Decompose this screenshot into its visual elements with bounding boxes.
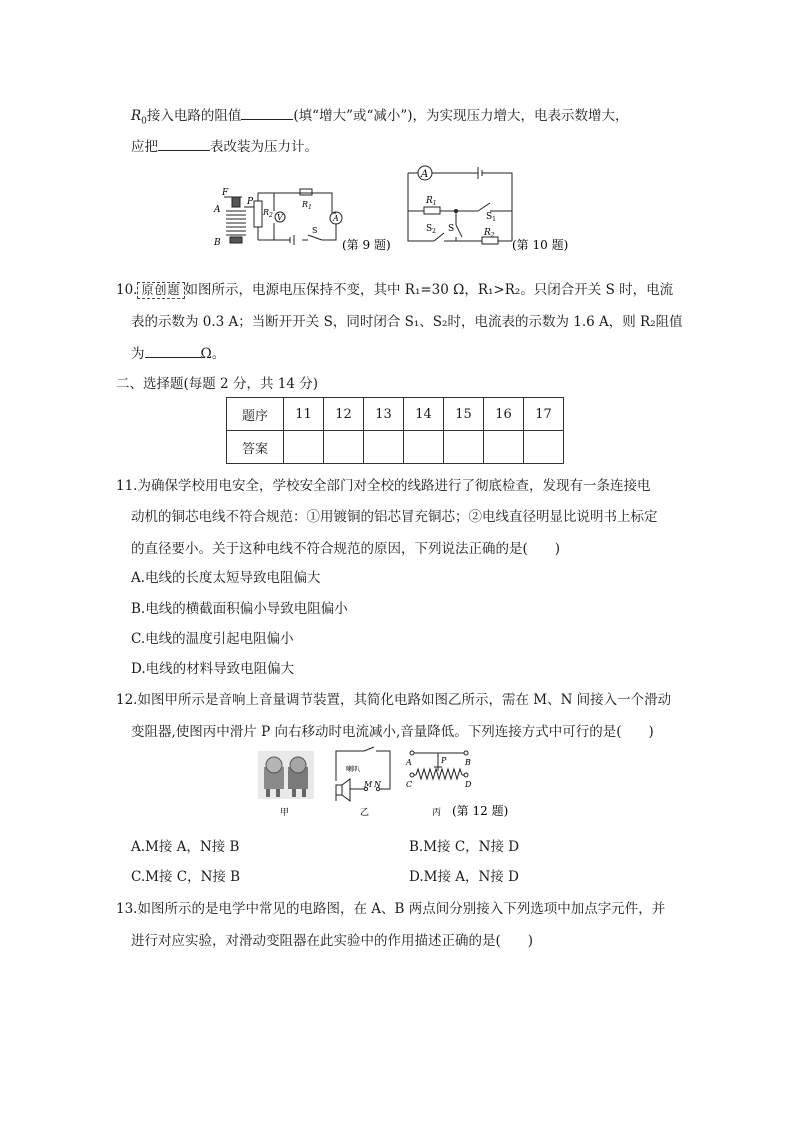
fig12-label-yi: 乙 [360, 808, 370, 818]
q9-answer-blank-1[interactable] [241, 105, 293, 120]
fig12-label-C: C [406, 780, 413, 789]
fig12-label-bing: 丙 [432, 808, 442, 818]
fig12-label-A: A [406, 758, 412, 767]
fig12-label-speaker: 喇叭 [346, 765, 360, 773]
answer-table-col-13: 13 [364, 398, 404, 431]
fig10-label-S: S [448, 224, 455, 234]
q10-line-2: 表的示数为 0.3 A；当断开开关 S，同时闭合 S₁、S₂时，电流表的示数为 1.6 A，则 R₂阻值 [131, 314, 683, 330]
fig9-label-ammeter: A [333, 214, 339, 223]
answer-cell-12[interactable] [324, 431, 364, 464]
volume-knob-photo [258, 751, 314, 799]
answer-table-col-17: 17 [524, 398, 564, 431]
q10-line-3: 为 Ω。 [131, 342, 225, 362]
figure-9-circuit [212, 185, 402, 255]
fig9-label-F: F [222, 188, 229, 198]
fig12-label-D: D [465, 780, 472, 789]
fig9-label-R2: $R_2$ [263, 208, 273, 219]
fig12-label-N: N [374, 780, 381, 789]
answer-table-header-label: 题序 [227, 398, 284, 431]
answer-table-header-row [227, 398, 564, 431]
answer-table-col-15: 15 [444, 398, 484, 431]
q11-option-a[interactable]: A.电线的长度太短导致电阻偏大 [131, 570, 321, 586]
fig12-caption: (第 12 题) [452, 804, 509, 818]
answer-table-col-11: 11 [284, 398, 324, 431]
figure-12 [256, 745, 546, 821]
q11-line-2: 动机的铜芯电线不符合规范：①用镀铜的铝芯冒充铜芯；②电线直径明显比说明书上标定 [131, 509, 658, 525]
fig9-label-A: A [214, 205, 221, 215]
fig12-label-jia: 甲 [280, 808, 290, 818]
fig12-label-P: P [441, 756, 447, 765]
q11-option-d[interactable]: D.电线的材料导致电阻偏大 [131, 661, 295, 677]
fig12-label-B: B [465, 758, 471, 767]
answer-table-col-14: 14 [404, 398, 444, 431]
answer-cell-13[interactable] [364, 431, 404, 464]
answer-cell-16[interactable] [484, 431, 524, 464]
section-2-title: 二、选择题(每题 2 分，共 14 分) [116, 376, 318, 392]
q13-line-1: 13.如图所示的是电学中常见的电路图，在 A、B 两点间分别接入下列选项中加点字元件，并 [116, 901, 666, 917]
q13-line-2: 进行对应实验，对滑动变阻器在此实验中的作用描述正确的是( ) [131, 933, 534, 949]
q12-option-d[interactable]: D.M接 A，N接 D [409, 869, 519, 885]
q11-option-c[interactable]: C.电线的温度引起电阻偏小 [131, 631, 294, 647]
q12-option-c[interactable]: C.M接 C，N接 B [131, 869, 241, 885]
fig10-label-S2: $S_2$ [426, 224, 436, 235]
answer-table-col-12: 12 [324, 398, 364, 431]
fig9-label-R1: $R_1$ [302, 200, 312, 211]
q11-option-b[interactable]: B.电线的横截面积偏小导致电阻偏小 [131, 601, 348, 617]
fig10-label-R2: $R_2$ [484, 228, 495, 239]
fig10-label-S1: $S_1$ [486, 212, 496, 223]
answer-table-col-16: 16 [484, 398, 524, 431]
fig9-label-P: P [247, 197, 254, 207]
answer-cell-15[interactable] [444, 431, 484, 464]
q9-line-2: 应把 表改装为压力计。 [131, 135, 318, 155]
q12-option-b[interactable]: B.M接 C，N接 D [409, 839, 520, 855]
q12-option-a[interactable]: A.M接 A，N接 B [131, 839, 240, 855]
q10-line-1: 10. 原创题 如图所示，电源电压保持不变，其中 R₁=30 Ω，R₁>R₂。只闭合开关 S 时，电流 [116, 282, 674, 298]
q11-line-3: 的直径要小。关于这种电线不符合规范的原因，下列说法正确的是( ) [131, 541, 561, 557]
fig10-label-ammeter: A [421, 169, 429, 180]
q12-line-2: 变阻器,使图丙中滑片 P 向右移动时电流减小,音量降低。下列连接方式中可行的是( ) [131, 724, 654, 740]
figure-10-circuit [404, 163, 584, 255]
q11-line-1: 11.为确保学校用电安全，学校安全部门对全校的线路进行了彻底检查，发现有一条连接电 [116, 478, 651, 494]
answer-cell-17[interactable] [524, 431, 564, 464]
fig9-label-B: B [214, 238, 221, 248]
answer-cell-11[interactable] [284, 431, 324, 464]
answer-cell-14[interactable] [404, 431, 444, 464]
fig12-label-M: M [364, 780, 373, 789]
answer-table-answer-label: 答案 [227, 431, 284, 464]
q10-answer-blank[interactable] [145, 343, 201, 358]
fig10-label-R1: $R_1$ [426, 196, 437, 207]
fig9-label-S: S [312, 226, 318, 235]
fig9-label-V: V [277, 213, 283, 222]
fig9-caption: (第 9 题) [342, 238, 391, 252]
fig10-caption: (第 10 题) [512, 238, 569, 252]
q9-line-1: $R_0$接入电路的阻值 (填“增大”或“减小”)，为实现压力增大，电表示数增大， [131, 104, 629, 127]
answer-table-answer-row [227, 431, 564, 464]
q12-line-1: 12.如图甲所示是音响上音量调节装置，其简化电路如图乙所示，需在 M、N 间接入一个滑动 [116, 692, 672, 708]
q9-answer-blank-2[interactable] [158, 136, 210, 151]
answer-table [226, 397, 564, 464]
original-question-badge: 原创题 [137, 282, 184, 299]
